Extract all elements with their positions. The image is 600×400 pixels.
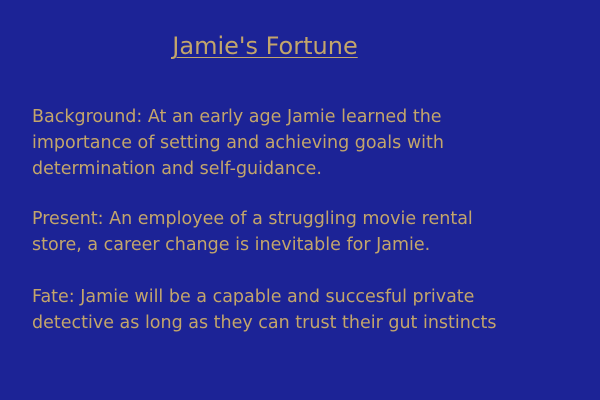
page-title: Jamie's Fortune	[172, 32, 358, 60]
fate-line: detective as long as they can trust their gut instincts	[32, 313, 497, 333]
background-paragraph	[32, 104, 592, 182]
fate-paragraph	[32, 284, 592, 336]
fate-line: Fate: Jamie will be a capable and succesful private	[32, 287, 475, 307]
background-line: Background: At an early age Jamie learned the	[32, 107, 442, 127]
present-line: store, a career change is inevitable for Jamie.	[32, 235, 431, 255]
present-paragraph	[32, 206, 592, 258]
background-line: determination and self-guidance.	[32, 159, 322, 179]
present-line: Present: An employee of a struggling movie rental	[32, 209, 473, 229]
background-line: importance of setting and achieving goals with	[32, 133, 444, 153]
